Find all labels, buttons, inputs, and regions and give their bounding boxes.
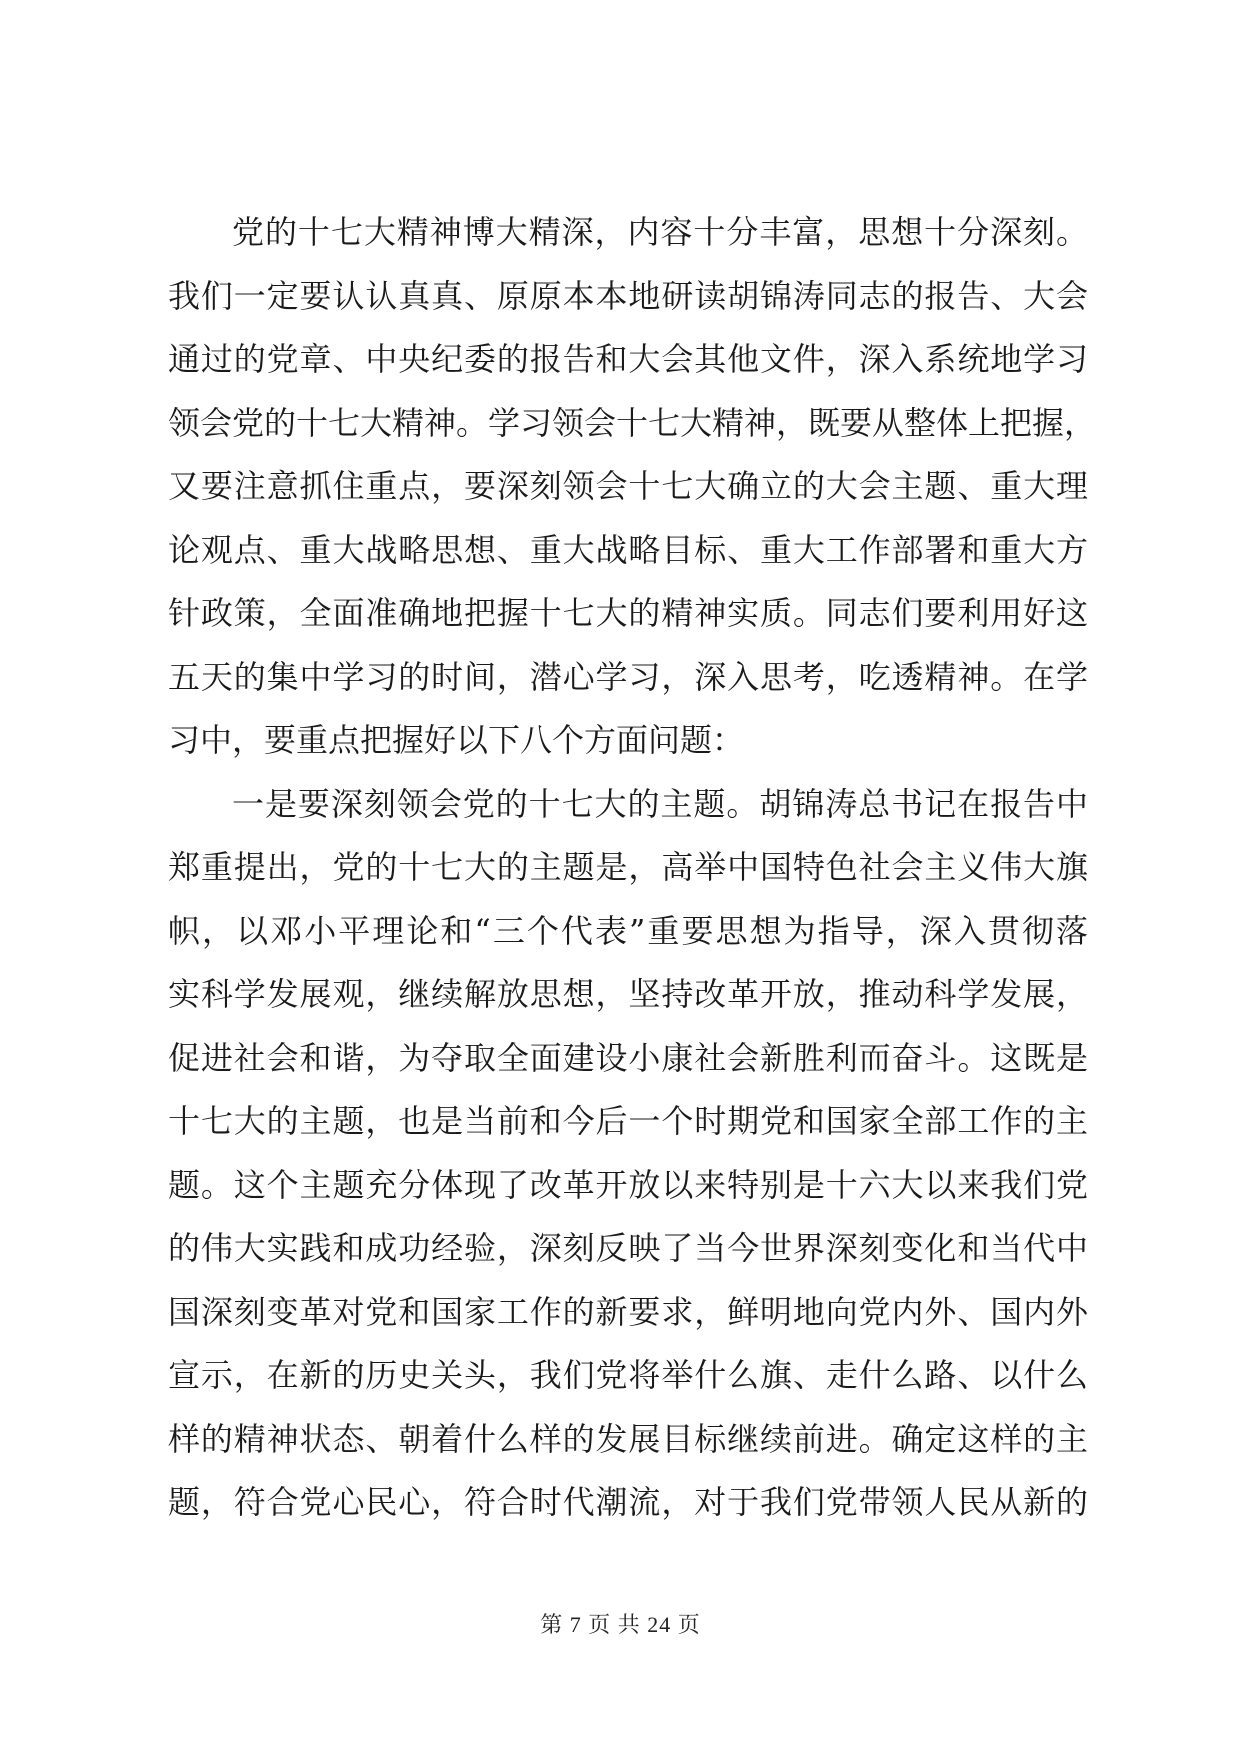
paragraph-line: 的伟大实践和成功经验，深刻反映了当今世界深刻变化和当代中 [168, 1229, 1088, 1267]
paragraph-line: 促进社会和谐，为夺取全面建设小康社会新胜利而奋斗。这既是 [168, 1038, 1088, 1077]
paragraph-line: 郑重提出，党的十七大的主题是，高举中国特色社会主义伟大旗 [168, 848, 1088, 886]
paragraph-line: 一是要深刻领会党的十七大的主题。胡锦涛总书记在报告中 [232, 784, 1088, 823]
paragraph-line: 领会党的十七大精神。学习领会十七大精神，既要从整体上把握， [168, 403, 1097, 442]
paragraph-line: 党的十七大精神博大精深，内容十分丰富，思想十分深刻。 [232, 213, 1088, 251]
paragraph-line: 题，符合党心民心，符合时代潮流，对于我们党带领人民从新的 [168, 1483, 1088, 1521]
paragraph-line: 国深刻变革对党和国家工作的新要求，鲜明地向党内外、国内外 [168, 1292, 1088, 1331]
paragraph-line: 宣示，在新的历史关头，我们党将举什么旗、走什么路、以什么 [168, 1356, 1088, 1394]
paragraph-line: 习中，要重点把握好以下八个方面问题： [168, 721, 745, 759]
paragraph-line: 论观点、重大战略思想、重大战略目标、重大工作部署和重大方 [168, 530, 1088, 569]
paragraph-line: 样的精神状态、朝着什么样的发展目标继续前进。确定这样的主 [168, 1419, 1088, 1458]
paragraph-line: 题。这个主题充分体现了改革开放以来特别是十六大以来我们党 [168, 1165, 1088, 1204]
page-number-footer: 第 7 页 共 24 页 [540, 1612, 701, 1637]
body-text [168, 201, 1097, 1535]
paragraph-line: 十七大的主题，也是当前和今后一个时期党和国家全部工作的主 [168, 1102, 1088, 1140]
paragraph-line: 又要注意抓住重点，要深刻领会十七大确立的大会主题、重大理 [168, 467, 1088, 505]
paragraph-line: 我们一定要认认真真、原原本本地研读胡锦涛同志的报告、大会 [168, 276, 1088, 315]
paragraph-line: 通过的党章、中央纪委的报告和大会其他文件，深入系统地学习 [168, 340, 1088, 378]
paragraph-line: 帜，以邓小平理论和“三个代表”重要思想为指导，深入贯彻落 [168, 911, 1088, 950]
paragraph-line: 针政策，全面准确地把握十七大的精神实质。同志们要利用好这 [168, 594, 1088, 632]
paragraph-line: 实科学发展观，继续解放思想，坚持改革开放，推动科学发展， [168, 975, 1088, 1013]
paragraph-line: 五天的集中学习的时间，潜心学习，深入思考，吃透精神。在学 [168, 657, 1088, 696]
